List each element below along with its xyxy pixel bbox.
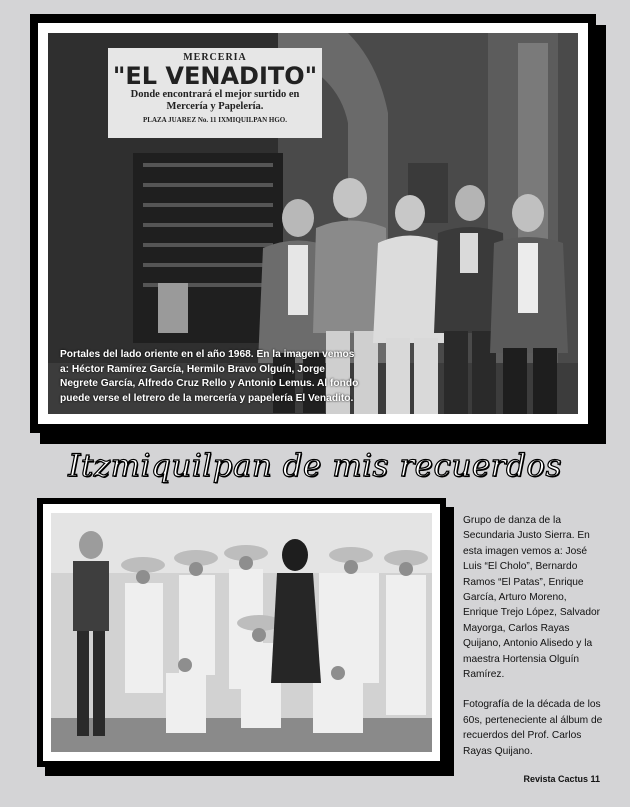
page-footer: Revista Cactus 11 <box>523 774 600 784</box>
photo1-portales <box>48 33 578 414</box>
photo1-caption: Portales del lado oriente en el año 1968. En la imagen vemos a: Héctor Ramírez García, Hermilo Bravo Olguín, Jorge Negrete García, Alfredo Cruz Rello y Antonio Lemus. Al fondo puede verse el letrero de la mercería y papelería El Venadito. <box>60 349 359 404</box>
sign-line-3: Donde encontrará el mejor surtido en <box>130 89 300 100</box>
sign-shop-name: "EL VENADITO" <box>112 62 318 90</box>
photo1-frame <box>30 14 596 433</box>
sign-line-4: Mercería y Papelería. <box>166 101 264 112</box>
photo2-caption <box>463 513 603 759</box>
photo2-illustration <box>51 513 432 752</box>
page-title: Itzmiquilpan de mis recuerdos <box>68 448 562 484</box>
sign-line-1: MERCERIA <box>183 52 247 63</box>
photo2-caption-para1: Grupo de danza de la Secundaria Justo Sierra. En esta imagen vemos a: José Luis “El Cholo”, Bernardo Ramos “El Patas”, Enrique García, Arturo Moreno, Enrique Trejo López, Salvador Mayorga, Carlos Rayas Quijano, Antonio Alisedo y la maestra Hortensia Olguín Ramírez. <box>463 515 601 681</box>
photo1-mat <box>38 23 588 424</box>
photo2-dance-group <box>51 513 432 752</box>
photo2-mat <box>43 504 440 761</box>
shop-sign <box>108 48 322 138</box>
photo2-caption-para2: Fotografía de la década de los 60s, perteneciente al álbum de recuerdos del Prof. Carlos Rayas Quijano. <box>463 699 603 757</box>
photo2-frame <box>37 498 446 767</box>
sign-address: PLAZA JUAREZ No. 11 IXMIQUILPAN HGO. <box>143 116 287 124</box>
